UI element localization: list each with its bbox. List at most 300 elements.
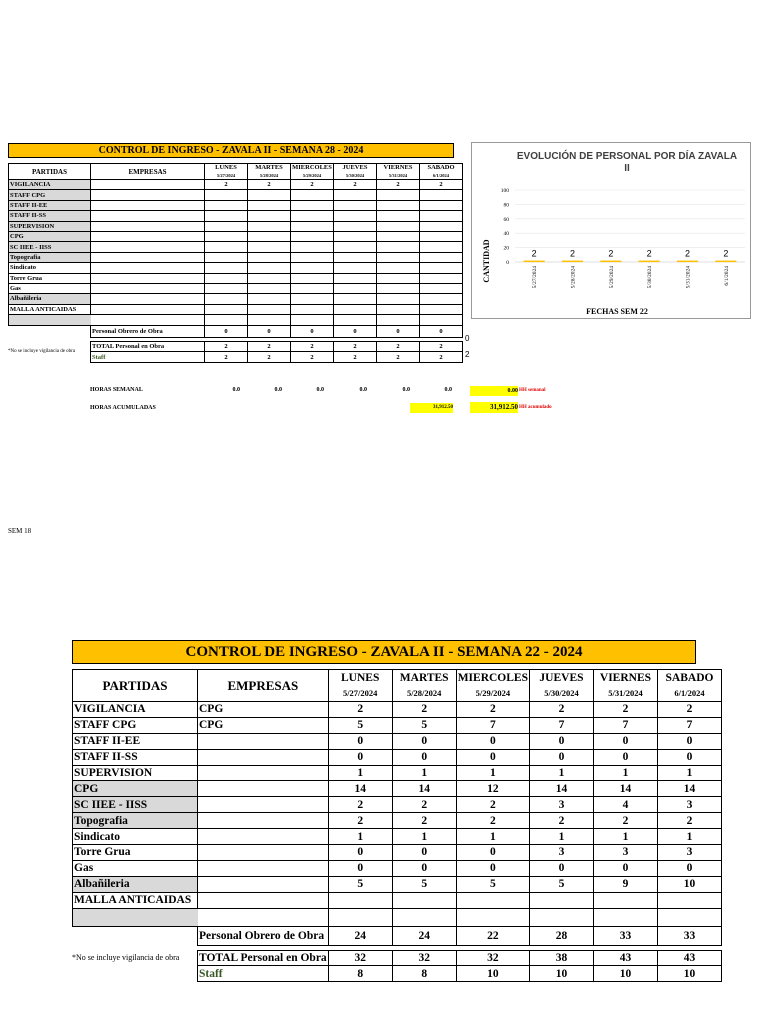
spacer-cell [377,315,420,326]
value-cell [248,242,291,252]
empresa-cell [198,781,329,797]
partida-cell: STAFF CPG [73,717,198,733]
value-cell: 0 [328,749,392,765]
total-value: 2 [291,342,334,352]
value-cell: 2 [377,180,420,190]
value-cell [291,221,334,231]
value-cell: 14 [657,781,721,797]
header-date: 5/31/2024 [593,686,657,702]
y-tick-label: 40 [503,231,509,238]
value-cell [334,263,377,273]
empresa-cell [198,829,329,845]
header-day: LUNES [205,164,248,172]
value-cell: 0 [456,733,529,749]
partida-cell: Gas [9,283,91,293]
value-cell: 14 [392,781,456,797]
y-tick-label: 100 [500,188,509,194]
value-cell [205,283,248,293]
chart-bar [677,261,698,263]
header-day: MIERCOLES [292,164,332,172]
value-cell: 5 [392,717,456,733]
chart-bar [562,261,583,263]
partida-cell: MALLA ANTICAIDAS [73,892,198,908]
x-tick-label: 5/30/2024 [647,266,654,289]
value-cell [593,892,657,908]
value-cell: 2 [529,702,593,718]
header-date: 5/30/2024 [529,686,593,702]
y-tick-label: 20 [503,245,509,252]
spacer-cell [9,315,91,326]
value-cell [420,200,463,210]
header-date: 5/28/2024 [248,172,291,180]
spacer-cell [91,315,205,326]
staff-value: 8 [392,966,456,982]
partida-cell: SUPERVISION [73,765,198,781]
value-cell: 0 [657,860,721,876]
value-cell [420,242,463,252]
header-date: 5/27/2024 [205,172,248,180]
chart-bar [715,261,736,263]
header-day: JUEVES [529,670,593,686]
header-partidas: PARTIDAS [9,164,91,180]
header-date: 5/29/2024 [291,172,334,180]
spacer-cell [73,908,198,926]
value-cell [420,273,463,283]
value-cell [334,200,377,210]
empresa-cell [198,845,329,861]
table-row [9,294,463,304]
header-date: 5/29/2024 [456,686,529,702]
partida-cell: Topografia [9,252,91,262]
value-cell [291,263,334,273]
value-cell: 1 [593,765,657,781]
horas-acum-tag: HH acumulado [519,405,552,410]
table-row [73,733,722,749]
spacer-cell [456,908,529,926]
value-cell [334,304,377,314]
value-cell [291,190,334,200]
value-cell [377,304,420,314]
value-cell [377,190,420,200]
staff-value: 10 [657,966,721,982]
value-cell [334,231,377,241]
chart-data-label: 2 [646,248,652,259]
table-row [73,860,722,876]
spacer-cell [205,315,248,326]
value-cell [205,294,248,304]
partida-cell: SUPERVISION [9,221,91,231]
value-cell [334,294,377,304]
sem-label: SEM 18 [8,527,32,535]
personal-obrero-value: 0 [291,326,334,338]
value-cell [377,231,420,241]
total-value: 2 [420,342,463,352]
chart-data-label: 2 [569,248,576,259]
table-row [73,829,722,845]
value-cell: 2 [456,813,529,829]
personal-obrero-value: 0 [334,326,377,338]
spacer-cell [529,908,593,926]
value-cell: 14 [529,781,593,797]
partida-cell: Sindicato [9,263,91,273]
spacer-cell [198,908,329,926]
value-cell: 1 [456,829,529,845]
table-row [9,180,463,190]
total-value: 2 [334,342,377,352]
big-table-title: CONTROL DE INGRESO - ZAVALA II - SEMANA 22 - 2024 [72,640,696,664]
empresa-cell: CPG [198,717,329,733]
horas-semanal-label: HORAS SEMANAL [90,387,143,393]
value-cell [291,211,334,221]
blank-cell [73,926,198,945]
horas-semanal-value: 0.0 [232,387,240,393]
header-day: VIERNES [377,164,420,172]
value-cell [420,283,463,293]
horas-semanal-value: 0.0 [402,387,410,393]
value-cell [420,263,463,273]
header-day: LUNES [328,670,392,686]
table-row [73,765,722,781]
value-cell: 5 [529,876,593,892]
value-cell: 2 [328,702,392,718]
value-cell: 1 [593,829,657,845]
value-cell [377,263,420,273]
y-tick-label: 80 [503,202,509,209]
empresa-cell [198,733,329,749]
partida-cell: Albañileria [73,876,198,892]
value-cell [291,242,334,252]
value-cell [377,242,420,252]
value-cell: 0 [456,749,529,765]
personal-obrero-value: 24 [328,926,392,945]
spacer-cell [291,315,334,326]
empresa-cell [198,797,329,813]
x-tick-label: 5/27/2024 [532,266,539,289]
header-date: 5/27/2024 [328,686,392,702]
partida-cell: CPG [9,231,91,241]
header-date: 5/28/2024 [392,686,456,702]
chart-data-label: 2 [723,248,729,259]
value-cell [334,221,377,231]
y-tick-label: 0 [506,260,509,266]
value-cell [377,221,420,231]
x-tick-label: 5/29/2024 [608,266,615,289]
value-cell: 2 [328,797,392,813]
value-cell: 0 [593,749,657,765]
table-row [9,200,463,210]
value-cell: 1 [529,765,593,781]
value-cell: 1 [529,829,593,845]
value-cell: 2 [392,797,456,813]
partida-cell: Torre Grua [73,845,198,861]
horas-acum-cell: 31,912.50 [410,403,453,413]
value-cell [291,283,334,293]
header-date: 5/30/2024 [334,172,377,180]
staff-label: Staff [91,352,205,362]
value-cell: 0 [328,733,392,749]
value-cell [205,231,248,241]
value-cell: 0 [593,860,657,876]
value-cell: 0 [392,749,456,765]
x-tick-label: 6/1/2024 [723,266,730,286]
value-cell: 0 [392,860,456,876]
value-cell [248,304,291,314]
value-cell: 2 [456,702,529,718]
value-cell [420,252,463,262]
table-row [9,273,463,283]
table-row [73,797,722,813]
staff-label: Staff [198,966,329,982]
table-row [9,252,463,262]
x-tick-label: 5/28/2024 [570,266,577,289]
value-cell: 3 [657,797,721,813]
partida-cell: STAFF II-EE [73,733,198,749]
value-cell: 5 [328,876,392,892]
table-row [9,211,463,221]
personal-obrero-value: 0 [377,326,420,338]
value-cell: 2 [334,180,377,190]
chart-data-label: 2 [531,248,537,259]
header-day: VIERNES [593,670,657,686]
partida-cell: SC IIEE - IISS [9,242,91,252]
value-cell: 5 [328,717,392,733]
value-cell [334,242,377,252]
value-cell: 7 [657,717,721,733]
empresa-cell [91,294,205,304]
personal-chart [472,143,750,318]
value-cell [291,252,334,262]
value-cell: 2 [657,702,721,718]
value-cell: 3 [529,797,593,813]
personal-obrero-value: 33 [657,926,721,945]
partida-cell: Torre Grua [9,273,91,283]
total-value: 2 [377,342,420,352]
personal-obrero-value: 28 [529,926,593,945]
value-cell [377,294,420,304]
personal-obrero-value: 33 [593,926,657,945]
value-cell [420,221,463,231]
table-row [73,845,722,861]
table-row [9,263,463,273]
value-cell [248,283,291,293]
value-cell [248,190,291,200]
header-day: MARTES [392,670,456,686]
header-partidas: PARTIDAS [73,670,198,702]
spacer-cell [334,315,377,326]
total-value: 2 [248,342,291,352]
partida-cell: STAFF II-SS [9,211,91,221]
empresa-cell [91,180,205,190]
header-empresas: EMPRESAS [198,670,329,702]
empresa-cell [198,813,329,829]
x-tick-label: 5/31/2024 [685,266,692,289]
empresa-cell: CPG [198,702,329,718]
value-cell [205,263,248,273]
value-cell [248,294,291,304]
staff-value: 2 [291,352,334,362]
value-cell [248,263,291,273]
empresa-cell [198,749,329,765]
table-row [9,304,463,314]
value-cell: 5 [456,876,529,892]
header-date: 6/1/2024 [420,172,463,180]
header-day: MIERCOLES [456,670,529,686]
value-cell: 0 [529,733,593,749]
personal-obrero-value: 0 [248,326,291,338]
value-cell: 1 [328,765,392,781]
staff-value: 8 [328,966,392,982]
value-cell: 2 [657,813,721,829]
table-row [73,749,722,765]
partida-cell: SC IIEE - IISS [73,797,198,813]
value-cell [205,273,248,283]
header-date: 5/31/2024 [377,172,420,180]
value-cell: 0 [392,845,456,861]
partida-cell: Sindicato [73,829,198,845]
value-cell [291,294,334,304]
value-cell [456,892,529,908]
value-cell: 1 [328,829,392,845]
empresa-cell [198,876,329,892]
value-cell: 7 [456,717,529,733]
value-cell [377,200,420,210]
value-cell [291,200,334,210]
value-cell [420,304,463,314]
chart-data-label: 2 [608,248,614,259]
table-row [9,221,463,231]
horas-semanal-value: 0.0 [316,387,324,393]
horas-acum-label: HORAS ACUMULADAS [90,405,156,411]
chart-bar [639,261,660,263]
value-cell [291,231,334,241]
value-cell [205,190,248,200]
header-date: 6/1/2024 [657,686,721,702]
value-cell [248,200,291,210]
value-cell [248,211,291,221]
table-row [9,231,463,241]
value-cell [420,294,463,304]
value-cell: 0 [456,845,529,861]
spacer-cell [248,315,291,326]
empresa-cell [91,211,205,221]
value-cell: 1 [657,765,721,781]
value-cell: 0 [392,733,456,749]
value-cell [291,304,334,314]
chart-xlabel: FECHAS SEM 22 [586,307,648,316]
value-cell [420,190,463,200]
small-note: *No se incluye vigilancia de obra [8,349,76,354]
total-value: 2 [205,342,248,352]
horas-semanal-value: 0.0 [444,387,452,393]
value-cell: 3 [529,845,593,861]
total-label: TOTAL Personal en Obra [199,952,327,965]
empresa-cell [91,273,205,283]
table-row [73,892,722,908]
value-cell: 3 [593,845,657,861]
empresa-cell [91,242,205,252]
chart-title-line2: II [624,163,630,174]
value-cell: 14 [328,781,392,797]
spacer-cell [328,908,392,926]
spacer-cell [420,315,463,326]
small-table-grid [8,163,463,363]
value-cell: 2 [392,813,456,829]
partida-cell: VIGILANCIA [73,702,198,718]
value-cell [248,221,291,231]
value-cell: 2 [291,180,334,190]
empresa-cell [91,252,205,262]
table-row [9,283,463,293]
table-row [73,813,722,829]
value-cell: 3 [657,845,721,861]
header-day: MARTES [248,164,291,172]
empresa-cell [91,231,205,241]
horas-acum-total: 31,912.50 [470,402,518,413]
value-cell [392,892,456,908]
personal-obrero-value: 0 [420,326,463,338]
value-cell [328,892,392,908]
small-personal-side: 0 [465,334,470,343]
value-cell [657,892,721,908]
value-cell: 2 [456,797,529,813]
value-cell [334,190,377,200]
value-cell: 2 [248,180,291,190]
horas-semanal-value: 0.0 [359,387,367,393]
chart-title-line1: EVOLUCIÓN DE PERSONAL POR DÍA ZAVALA [516,151,738,162]
header-day: SABADO [420,164,463,172]
staff-value: 2 [334,352,377,362]
value-cell [377,252,420,262]
chart-bar [524,261,545,263]
total-label: TOTAL Personal en Obra [91,342,205,352]
table-row [9,242,463,252]
empresa-cell [91,200,205,210]
value-cell: 1 [657,829,721,845]
value-cell [205,211,248,221]
total-value: 32 [456,950,529,966]
empresa-cell [91,283,205,293]
value-cell: 0 [456,860,529,876]
value-cell: 0 [529,860,593,876]
total-value: 32 [328,950,392,966]
spacer-cell [392,908,456,926]
horas-semanal-tag: HH semanal [519,388,546,393]
value-cell [334,273,377,283]
value-cell: 14 [593,781,657,797]
big-note: *No se incluye vigilancia de obra [72,953,180,962]
header-day: JUEVES [334,164,377,172]
value-cell: 1 [392,829,456,845]
value-cell [205,200,248,210]
chart-bar [600,261,621,263]
partida-cell: STAFF CPG [9,190,91,200]
value-cell: 0 [657,733,721,749]
blank-cell [73,966,198,982]
partida-cell: MALLA ANTICAIDAS [9,304,91,314]
value-cell [420,211,463,221]
table-row [73,876,722,892]
value-cell [334,252,377,262]
total-value: 32 [392,950,456,966]
empresa-cell [91,304,205,314]
value-cell [248,273,291,283]
table-row [73,717,722,733]
small-total-side: 2 [465,350,470,359]
small-table-title: CONTROL DE INGRESO - ZAVALA II - SEMANA 28 - 2024 [8,143,454,158]
value-cell: 9 [593,876,657,892]
value-cell [377,273,420,283]
empresa-cell [91,221,205,231]
